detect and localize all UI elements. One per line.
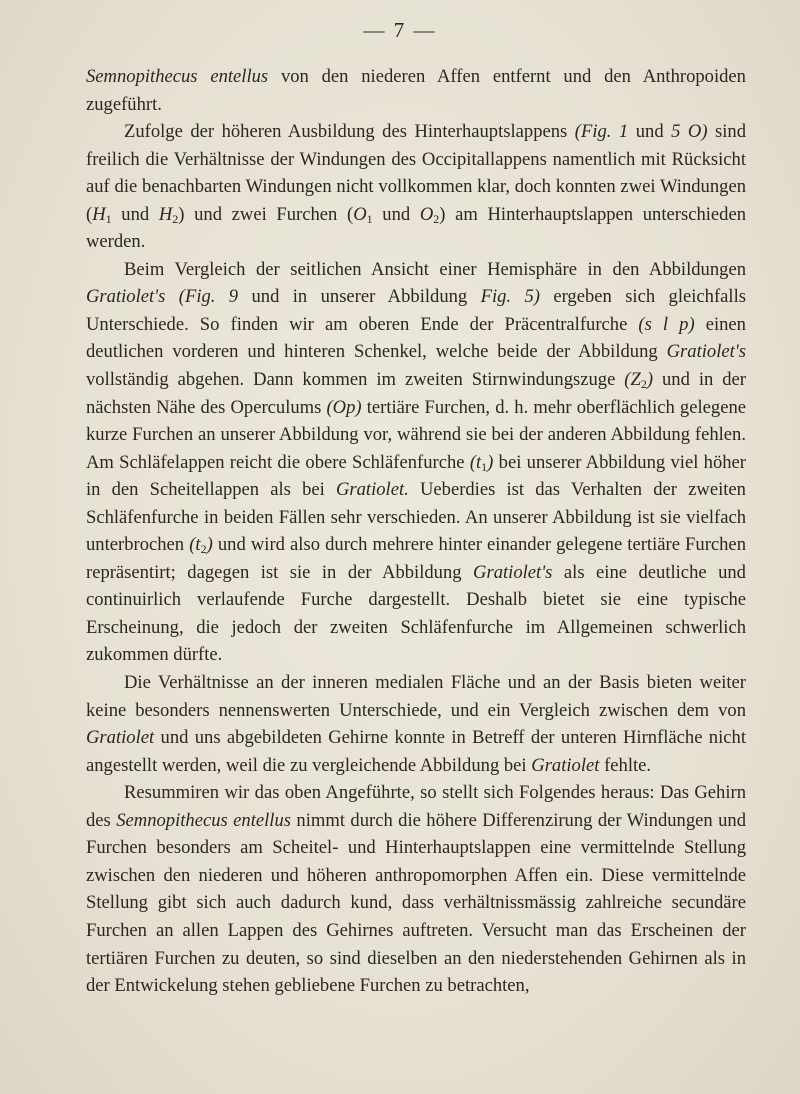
subscript: 1 bbox=[366, 211, 373, 226]
text-run: Zufolge der höheren Ausbildung des Hinterhauptslappens bbox=[124, 121, 575, 143]
italic-text: (t bbox=[189, 534, 201, 556]
italic-text: ) bbox=[206, 534, 213, 556]
text-run: Resummiren wir das oben Angeführte, so stellt sich Folgendes heraus: Das Gehirn des bbox=[86, 782, 746, 831]
italic-text: H bbox=[158, 203, 173, 225]
italic-text: (t bbox=[469, 451, 482, 473]
text-run: und wird also durch mehrere hinter einander gelegene tertiäre Furchen repräsentirt; dagegen ist sie in der Abbildung bbox=[86, 534, 746, 583]
italic-text: Gratiolet's bbox=[666, 341, 746, 363]
italic-text: Semnopithecus entellus bbox=[86, 66, 269, 87]
text-run: nimmt durch die höhere Differenzirung der Windungen und Furchen besonders am Scheitel- und Hinterhauptslappen eine vermittelnde Stellung zwischen den niederen und höheren anthropomorphen Affen ein. Diese vermittelnde Stellung gibt sich auch dadurch kund, dass verhältnissmässig zahlreiche secundäre Furchen an allen Lappen des Gehirnes auftreten. Versucht man das Erscheinen der tertiären Furchen zu deuten, so sind dieselben an den niederstehenden Gehirnen als in der Entwickelung stehen gebliebene Furchen zu betrachten, bbox=[86, 809, 746, 997]
italic-text: (Z bbox=[624, 369, 641, 391]
text-run: und bbox=[111, 203, 159, 225]
italic-text: (Op) bbox=[326, 396, 362, 418]
italic-text: O bbox=[353, 203, 367, 225]
text-run: einen deutlichen vorderen und hinteren Schenkel, welche beide der Abbildung bbox=[86, 313, 746, 363]
text-run: Beim Vergleich der seitlichen Ansicht einer Hemisphäre in den Abbildungen bbox=[124, 258, 746, 280]
italic-text: 5 O) bbox=[671, 121, 708, 143]
italic-text: (Fig. 1 bbox=[574, 121, 629, 143]
text-run: ) und zwei Furchen ( bbox=[178, 203, 354, 225]
text-run: und bbox=[628, 121, 672, 143]
body-text bbox=[86, 63, 746, 1000]
subscript: 2 bbox=[200, 542, 207, 557]
subscript: 2 bbox=[433, 211, 440, 226]
italic-text: Gratiolet's (Fig. 9 bbox=[86, 286, 239, 308]
italic-text: O bbox=[419, 203, 434, 225]
text-run: tertiäre Furchen, d. h. mehr oberflächlich gelegene kurze Furchen an unserer Abbildung vor, während sie bei der anderen Abbildung fehlen. Am Schläfelappen reicht die obere Schläfenfurche bbox=[86, 396, 746, 473]
paragraph-3 bbox=[86, 256, 746, 669]
text-run: Die Verhältnisse an der inneren medialen Fläche und an der Basis bieten weiter keine besonders nennenswerten Unterschiede, und ein Vergleich zwischen dem von bbox=[86, 672, 746, 721]
text-run: ) am Hinterhauptslappen unterschieden werden. bbox=[86, 203, 747, 253]
italic-text: (s l p) bbox=[638, 313, 695, 335]
subscript: 1 bbox=[105, 211, 112, 226]
italic-text: ) bbox=[646, 369, 654, 391]
italic-text: H bbox=[92, 203, 106, 225]
text-run: von den niederen Affen entfernt und den Anthropoiden zugeführt. bbox=[86, 66, 746, 115]
paragraph-1 bbox=[86, 63, 746, 118]
italic-text: Fig. 5) bbox=[480, 286, 540, 308]
text-run: fehlte. bbox=[599, 754, 652, 776]
text-run: vollständig abgehen. Dann kommen im zweiten Stirnwindungszuge bbox=[86, 369, 625, 391]
text-run: und uns abgebildeten Gehirne konnte in Betreff der unteren Hirnfläche nicht angestellt werden, weil die zu vergleichende Abbildung bei bbox=[86, 727, 746, 776]
text-run: und in der nächsten Nähe des Operculums bbox=[86, 369, 746, 418]
text-run: und in unserer Abbildung bbox=[238, 286, 481, 308]
page-number: — 7 — bbox=[363, 18, 437, 42]
italic-text: Gratiolet. bbox=[335, 479, 409, 501]
italic-text: ) bbox=[487, 451, 494, 473]
text-run: Ueberdies ist das Verhalten der zweiten Schläfenfurche in beiden Fällen sehr verschieden. An unserer Abbildung ist sie vielfach unterbrochen bbox=[86, 479, 746, 556]
text-run: als eine deutliche und continuirlich verlaufende Furche dargestellt. Deshalb bietet sie eine typische Erscheinung, die jedoch der zweiten Schläfenfurche im Allgemeinen schwerlich zukommen dürfte. bbox=[86, 561, 746, 666]
paragraph-2 bbox=[86, 118, 746, 256]
paragraph-4 bbox=[86, 669, 746, 779]
subscript: 1 bbox=[481, 459, 488, 474]
italic-text: Gratiolet bbox=[86, 727, 155, 749]
text-run: und bbox=[372, 203, 420, 225]
text-run: sind freilich die Verhältnisse der Windungen des Occipitallappens namentlich mit Rücksicht auf die benachbarten Windungen nicht vollkommen klar, doch konnten zwei Windungen ( bbox=[86, 121, 746, 225]
italic-text: Semnopithecus entellus bbox=[116, 809, 292, 831]
text-run: ergeben sich gleichfalls Unterschiede. So finden wir am oberen Ende der Präcentralfurche bbox=[86, 286, 746, 335]
italic-text: Gratiolet bbox=[531, 754, 600, 776]
text-run: bei unserer Abbildung viel höher in den Scheitellappen als bei bbox=[86, 451, 746, 501]
paragraph-5 bbox=[86, 779, 746, 999]
subscript: 2 bbox=[172, 211, 179, 226]
subscript: 2 bbox=[640, 377, 647, 392]
italic-text: Gratiolet's bbox=[473, 561, 553, 583]
